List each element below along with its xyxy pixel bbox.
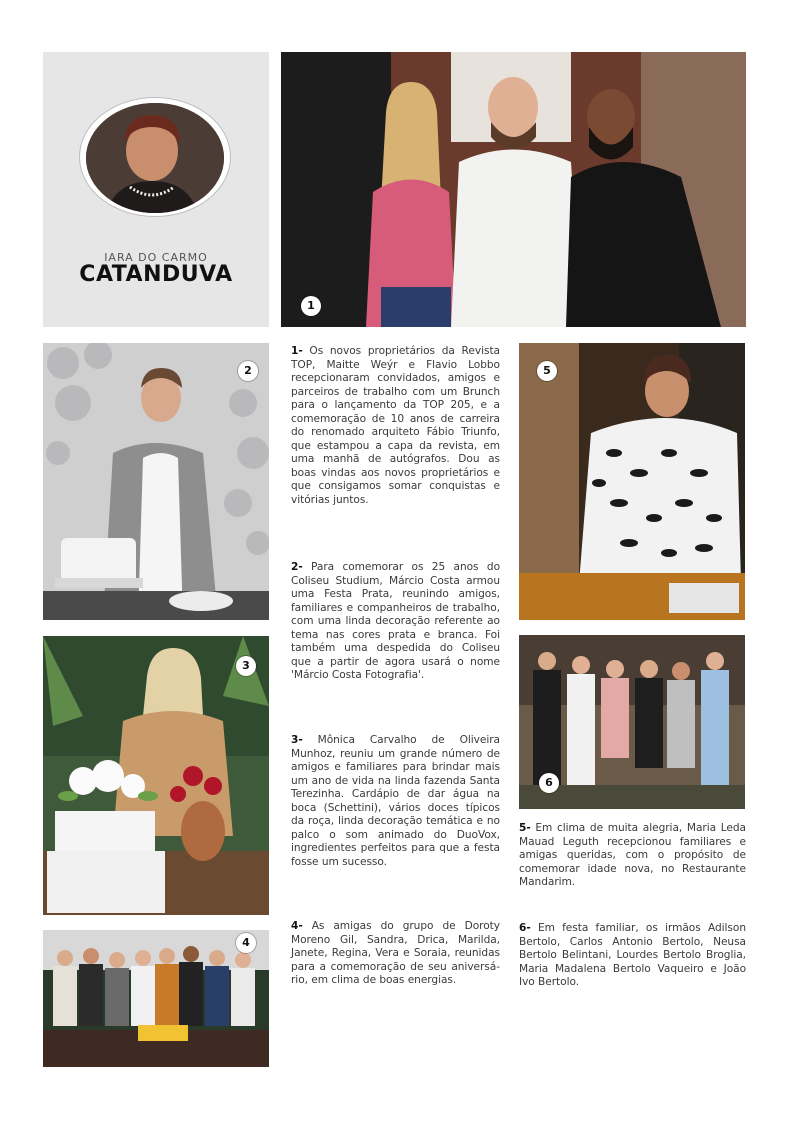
columnist-portrait-illustration bbox=[86, 103, 224, 213]
caption-4-number: 4- bbox=[291, 920, 303, 932]
caption-3-number: 3- bbox=[291, 734, 303, 746]
caption-6-number: 6- bbox=[519, 922, 531, 934]
caption-2-text: Para comemorar os 25 anos do Coliseu Studium, Márcio Costa armou uma Festa Prata, reunindo amigos, familiares e companheiros de trabalho, com uma linda decoração referente ao tema nas cores prata e branca. Foi também uma despedida do Coliseu que a partir de agora usará o nome 'Márcio Costa Fotografia'. bbox=[291, 561, 500, 681]
caption-1-number: 1- bbox=[291, 345, 303, 357]
photo-3 bbox=[43, 636, 269, 915]
caption-3 bbox=[291, 734, 500, 869]
caption-1 bbox=[291, 345, 500, 507]
photo-4-illustration bbox=[43, 930, 269, 1067]
columnist-portrait bbox=[86, 103, 224, 213]
caption-3-text: Mônica Carvalho de Oliveira Munhoz, reuniu um grande número de amigos e familiares para brindar mais um ano de vida na linda fazenda Santa Terezinha. Cardápio de dar água na boca (Schettini), vários doces típicos da roça, linda decoração temática e no palco o som animado do DuoVox, ingredientes perfeitos para que a festa fosse um sucesso. bbox=[291, 734, 500, 868]
photo-4 bbox=[43, 930, 269, 1067]
caption-2-number: 2- bbox=[291, 561, 303, 573]
caption-6-text: Em festa familiar, os irmãos Adilson Bertolo, Carlos Antonio Bertolo, Neusa Bertolo Belintani, Lourdes Bertolo Broglia, Maria Madalena Bertolo Vaqueiro e João Ivo Bertolo. bbox=[519, 922, 746, 988]
photo-5-number-badge: 5 bbox=[537, 361, 557, 381]
photo-2-illustration bbox=[43, 343, 269, 620]
caption-5 bbox=[519, 822, 746, 890]
caption-5-number: 5- bbox=[519, 822, 531, 834]
photo-5-illustration bbox=[519, 343, 745, 620]
photo-2 bbox=[43, 343, 269, 620]
photo-2-number-badge: 2 bbox=[238, 361, 258, 381]
caption-5-text: Em clima de muita alegria, Maria Leda Mauad Leguth recepcionou familiares e amigas queridas, com o propósito de comemorar idade nova, no Restaurante Mandarim. bbox=[519, 822, 746, 888]
caption-2 bbox=[291, 561, 500, 683]
columnist-last-name: CATANDUVA bbox=[79, 262, 233, 287]
columnist-first-name: IARA DO CARMO bbox=[104, 251, 208, 264]
caption-4-text: As amigas do grupo de Doroty Moreno Gil, Sandra, Drica, Marilda, Janete, Regina, Vera e Soraia, reunidas para a comemoração de seu aniversá-rio, em clima de boas energias. bbox=[291, 920, 500, 986]
photo-4-number-badge: 4 bbox=[236, 933, 256, 953]
photo-1-number-badge: 1 bbox=[301, 296, 321, 316]
photo-1 bbox=[281, 52, 746, 327]
photo-3-illustration bbox=[43, 636, 269, 915]
caption-4 bbox=[291, 920, 500, 988]
photo-1-illustration bbox=[281, 52, 746, 327]
photo-6-number-badge: 6 bbox=[539, 773, 559, 793]
caption-1-text: Os novos proprietários da Revista TOP, Maitte Weýr e Flavio Lobbo recepcionaram convidados, amigos e parceiros de trabalho com um Brunch para o lançamento da TOP 205, e a comemoração de 10 anos de carreira do renomado arquiteto Fábio Triunfo, que estampou a capa da revista, em uma manhã de autógrafos. Dou as boas vindas aos novos proprietários e que consigamos somar conquistas e vitórias juntos. bbox=[291, 345, 500, 506]
photo-6 bbox=[519, 635, 745, 809]
photo-3-number-badge: 3 bbox=[236, 656, 256, 676]
caption-6 bbox=[519, 922, 746, 990]
photo-5 bbox=[519, 343, 745, 620]
